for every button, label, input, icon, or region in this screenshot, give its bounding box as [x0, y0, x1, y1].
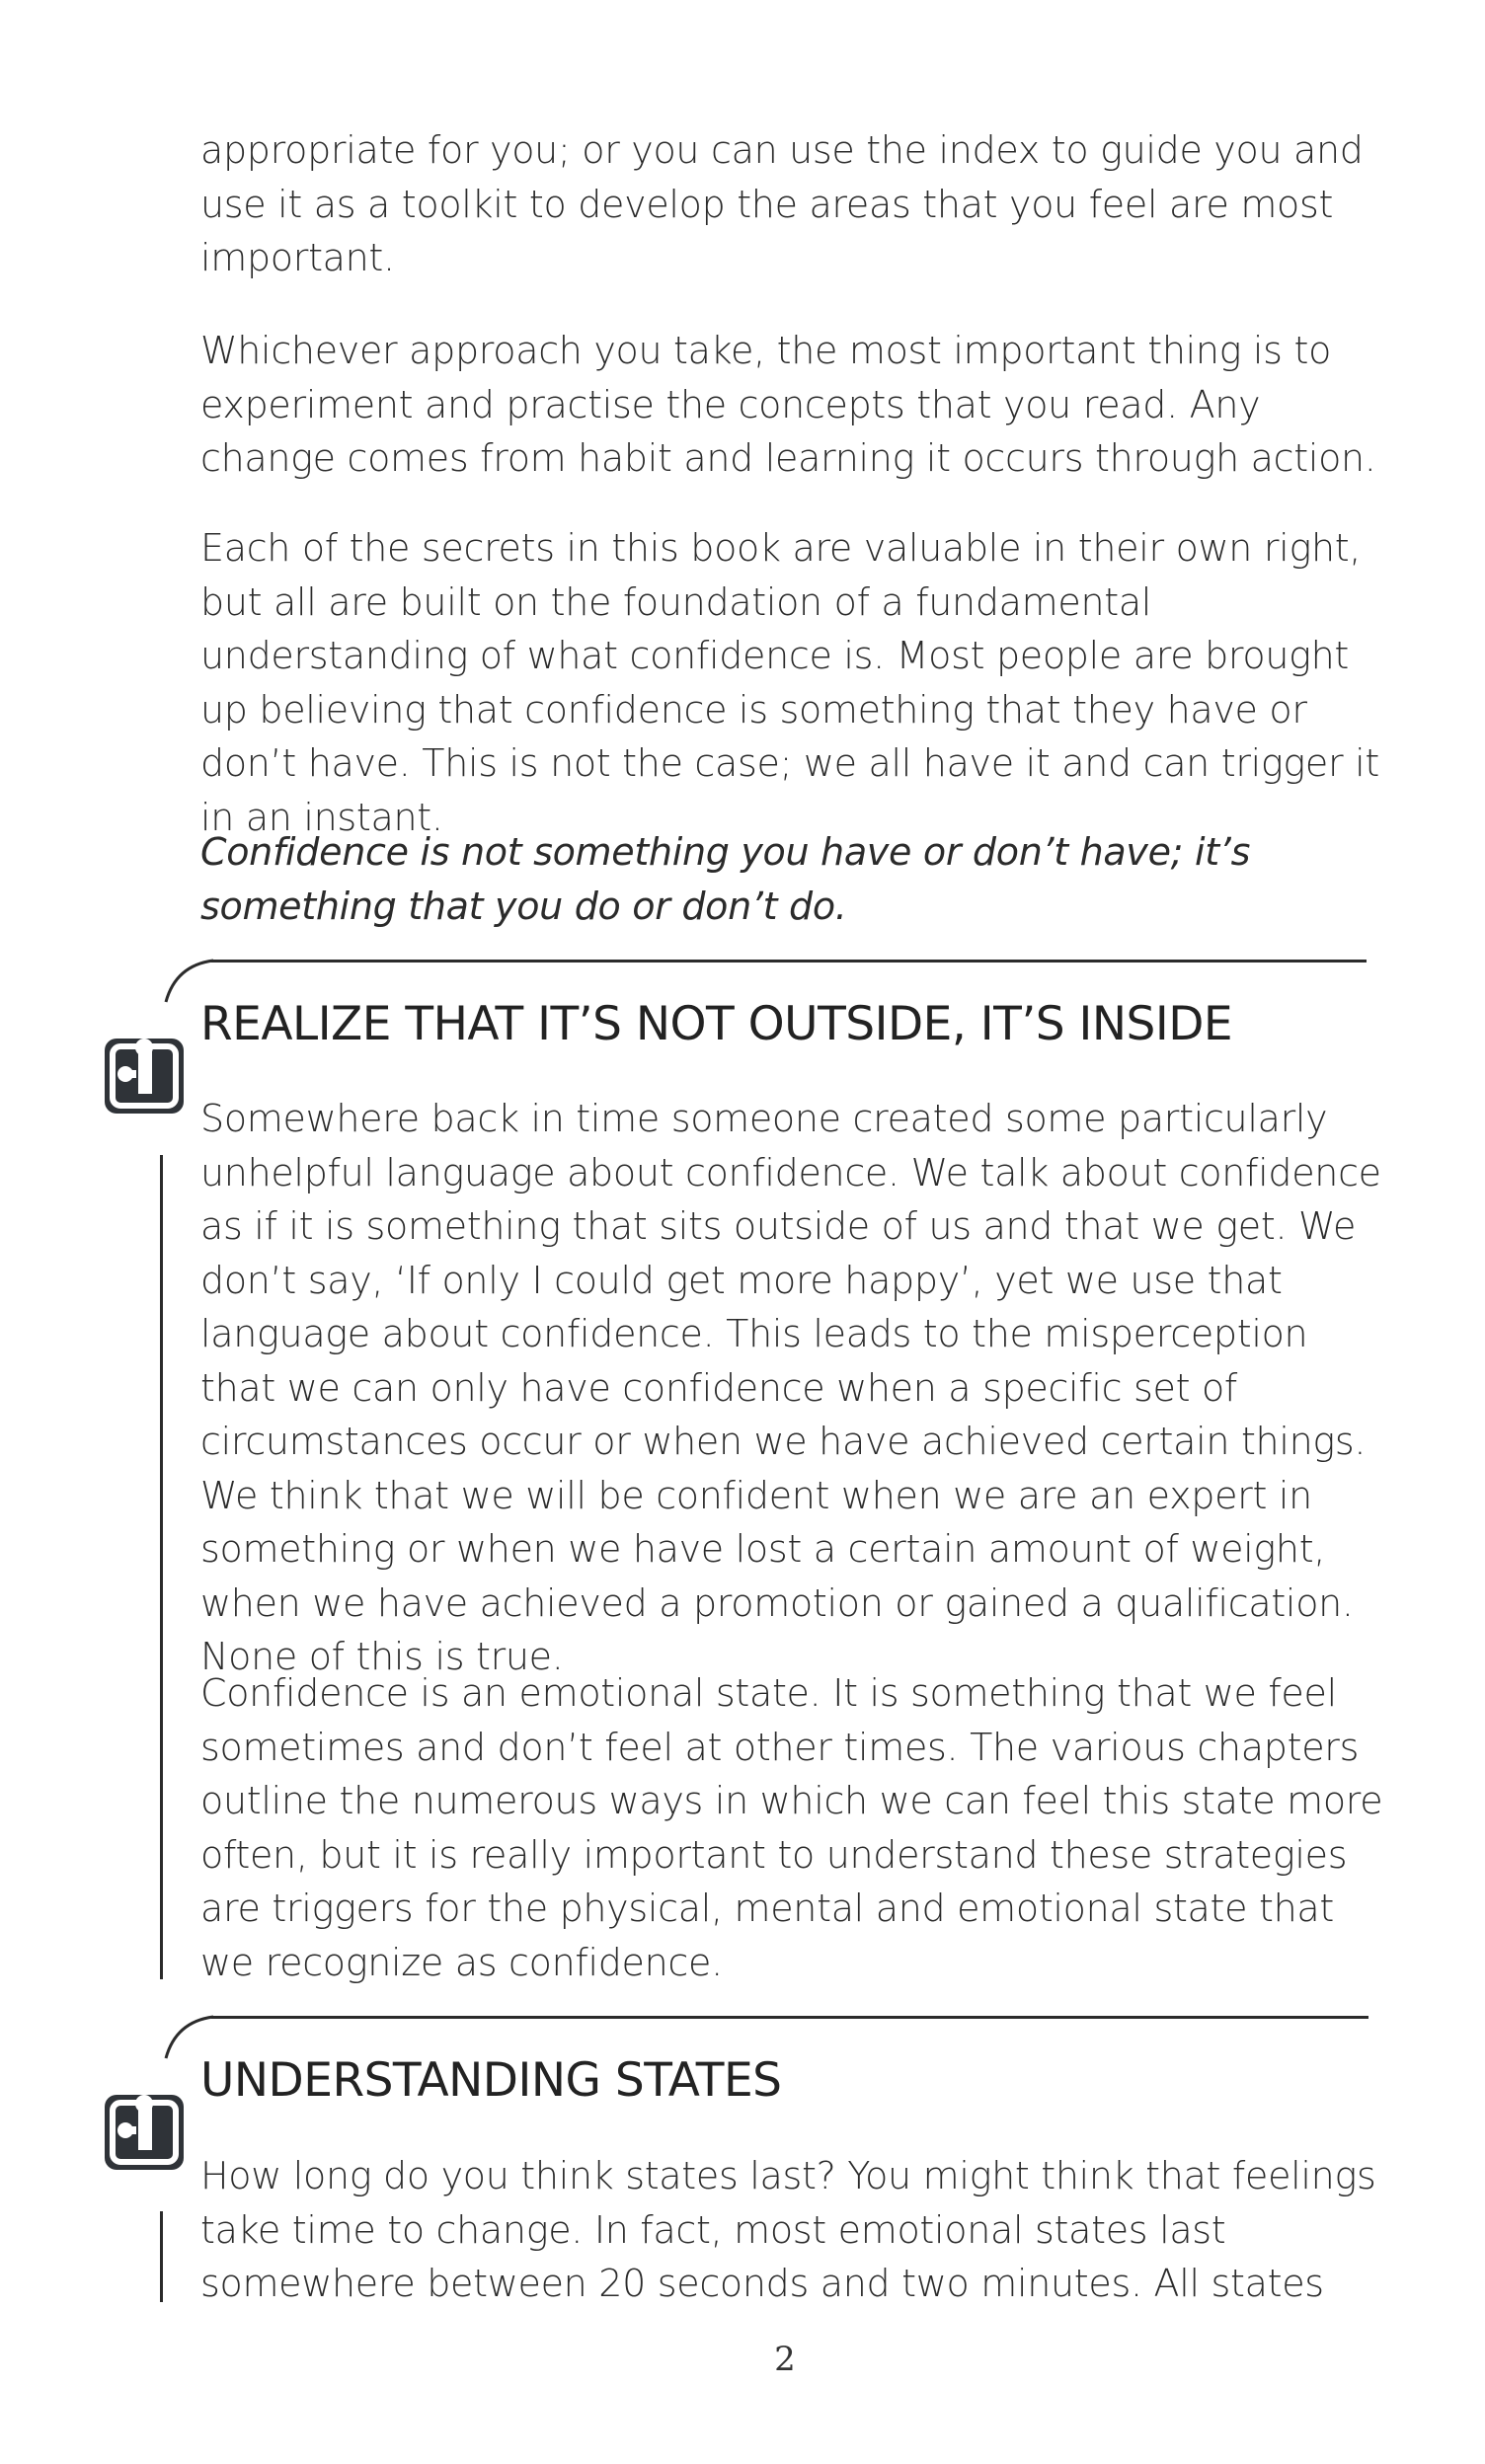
section-heading: REALIZE THAT IT’S NOT OUTSIDE, IT’S INSIDE: [200, 997, 1233, 1051]
section-rule: [211, 2016, 1368, 2019]
quote-text: Confidence is not something you have or don’t have; it’s something that you do or don’t do.: [200, 830, 1251, 928]
intro-quote: [200, 825, 1385, 933]
section-side-bar: [160, 1155, 163, 1979]
section-text: Confidence is an emotional state. It is something that we feel sometimes and don’t feel at other times. The various chapters outline the numerous ways in which we can feel this state more often, but it is really important to understand these strategies are triggers for the physical, mental and emotional state that we recognize as confidence.: [200, 1671, 1383, 1984]
jigsaw-piece-icon: [99, 2083, 192, 2176]
jigsaw-piece-icon: [99, 1027, 192, 1119]
section-heading: UNDERSTANDING STATES: [200, 2053, 782, 2108]
section-1-paragraph-1: [200, 1092, 1385, 1684]
intro-text: Each of the secrets in this book are valuable in their own right, but all are built on the foundation of a fundamental understanding of what confidence is. Most people are brought up believing that confidence is something that they have or don’t have. This is not the case; we all have it and can trigger it in an instant.: [200, 526, 1379, 839]
intro-text: appropriate for you; or you can use the index to guide you and use it as a toolkit to develop the areas that you feel are most important.: [200, 128, 1364, 279]
page-number: 2: [774, 2340, 796, 2379]
section-text: How long do you think states last? You might think that feelings take time to change. In fact, most emotional states last somewhere between 20 seconds and two minutes. All states: [200, 2154, 1376, 2305]
intro-text: Whichever approach you take, the most important thing is to experiment and practise the concepts that you read. Any change comes from habit and learning it occurs through action.: [200, 329, 1376, 480]
section-text: Somewhere back in time someone created some particularly unhelpful language about confidence. We talk about confidence as if it is something that sits outside of us and that we get. We don’t say, ‘If only I could get more happy’, yet we use that language about confidence. This leads to the misperception that we can only have confidence when a specific set of circumstances occur or when we have achieved certain things. We think that we will be confident when we are an expert in something or when we have lost a certain amount of weight, when we have achieved a promotion or gained a qualification. None of this is true.: [200, 1097, 1381, 1678]
intro-paragraph-3: [200, 521, 1385, 844]
section-2-paragraph-1: [200, 2149, 1385, 2311]
intro-paragraph-2: [200, 324, 1385, 486]
section-rule: [211, 960, 1367, 962]
section-1-paragraph-2: [200, 1666, 1385, 1989]
section-side-bar: [160, 2211, 163, 2302]
intro-paragraph-1: [200, 123, 1385, 285]
